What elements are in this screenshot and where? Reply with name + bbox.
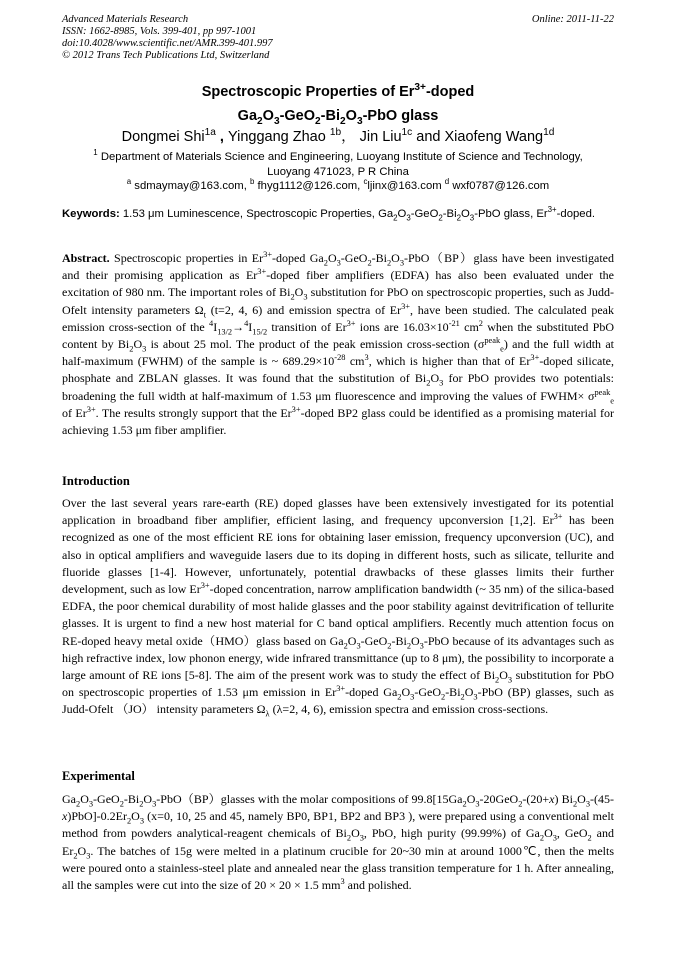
author-name: Yinggang Zhao bbox=[227, 129, 330, 145]
author-emails: $^a$ sdmaymay@163.com, $^b$ fhyg1112@126.com, $^c$ljinx@163.com $^d$ wxf0787@126.com bbox=[126, 177, 550, 192]
introduction-body: Over the last several years rare-earth (RE) doped glasses have been extensively investigated for its potential application in broadband fiber amplifier, efficient lasing, and frequency upconversion [1,2]. $Er^{3+}$ has been recognized as one of the most efficient RE ions for obtaining laser emission, frequency upconversion (UC), and also in optical amplifiers and waveguide lasers due to its doping in different hosts, such as silicate, tellurite and fluoride glasses [1-4]. However, unfortunately, potential drawbacks of these glasses limits their further development, such as low $Er^{3+}$-doped concentration, narrow amplification bandwidth (~ 35 nm) of the silica-based EDFA, the poor chemical durability of most halide glasses and the poor stability against devitrification of tellurite glasses. It is urgent to find a new host material for C band optical amplifiers. Recently much attention focus on RE-doped heavy metal oxide（HMO）glass based on $Ga_2O_3-GeO_2-Bi_2O_3$-PbO because of its advantages such as high refractive index, low phonon energy, wide infrared transmittance (up to 8 μm), the possibility to incorporate a large amount of RE ions [5-8]. The aim of the present work was to study the effect of $Bi_2O_3$ substitution for PbO on spectroscopic properties of 1.53 μm emission in $Er^{3+}$-doped $Ga_2O_3-GeO_2-Bi_2O_3$-PbO (BP) glasses, such as Judd-Ofelt （JO） intensity parameters $\Omega_\lambda$ (λ=2, 4, 6), emission spectra and emission cross-sections. bbox=[62, 496, 614, 719]
online-date: Online: 2011-11-22 bbox=[531, 14, 614, 25]
affiliation bbox=[62, 150, 614, 194]
issn-line: ISSN: 1662-8985, Vols. 399-401, pp 997-1001 bbox=[62, 26, 257, 37]
affiliation-line-1: $^1$ Department of Materials Science and Engineering, Luoyang Institute of Science and Technology, bbox=[93, 148, 583, 163]
abstract-label: Abstract. bbox=[62, 251, 110, 265]
author-name: Xiaofeng Wang bbox=[444, 129, 544, 145]
author-name: Jin Liu bbox=[359, 129, 402, 145]
keywords: Keywords: 1.53 μm Luminescence, Spectroscopic Properties, $Ga_2O_3-GeO_2-Bi_2O_3$-PbO glass, $Er^{3+}$-doped. bbox=[62, 205, 595, 223]
author-list: Dongmei Shi$^{1a}$ , Yinggang Zhao $^{1b}$， Jin Liu$^{1c}$ and Xiaofeng Wang$^{1d}$ bbox=[121, 127, 555, 145]
keywords-label: Keywords: bbox=[62, 208, 120, 220]
affiliation-line-2: Luoyang 471023, P R China bbox=[267, 165, 409, 178]
title-line-1: Spectroscopic Properties of $Er^{3+}$-doped bbox=[201, 82, 475, 100]
experimental-heading: Experimental bbox=[62, 769, 135, 783]
abstract: Abstract. Spectroscopic properties in $Er^{3+}$-doped $Ga_2O_3-GeO_2-Bi_2O_3-PbO(BP)glass$ have been investigated and their promising application as $Er^{3+}$-doped fiber amplifiers (EDFA) has also been evaluated under the excitation of 980 nm. The important roles of $Bi_2O_3$ substitution for PbO on spectroscopic properties, such as Judd-Ofelt intensity parameters $\Omega_t$ (t=2, 4, 6) and emission spectra of $Er^{3+}$, have been studied. The calculated peak emission cross-section of the $^4I_{13/2}\to^4I_{15/2}$ transition of $Er^{3+}$ ions are $16.03\times 10^{-21}$ $cm^2$ when the substituted PbO content by $Bi_2O_3$ is about 25 mol. The product of the peak emission cross-section $(\sigma^{peak}_e)$ and the full width at half-maximum (FWHM) of the sample is ~ $689.29\times 10^{-28}$ $cm^3$, which is higher than that of $Er^{3+}$-doped silicate, phosphate and ZBLAN glasses. It was found that the substitution of $Bi_2O_3$ for PbO provides two potentials: broadening the full width at half-maximum of 1.53 μm fluorescence and improving the values of FWHM× $\sigma^{peak}_e$ of $Er^{3+}$. The results strongly support that the $Er^{3+}$-doped BP2 glass could be identified as a promising material for achieving 1.53 μm fiber amplifier. bbox=[62, 250, 615, 438]
title-line-2: $Ga_2O_3-GeO_2-Bi_2O_3$-PbO glass bbox=[237, 108, 439, 127]
author-name: Dongmei Shi bbox=[121, 129, 205, 145]
doi-line: doi:10.4028/www.scientific.net/AMR.399-401.997 bbox=[62, 38, 273, 49]
introduction-heading: Introduction bbox=[62, 474, 130, 488]
copyright-line: © 2012 Trans Tech Publications Ltd, Switzerland bbox=[62, 50, 270, 61]
journal-header bbox=[62, 14, 614, 62]
experimental-body: $Ga_2O_3-GeO_2-Bi_2O_3-PbO(BP)glasses$ with the molar compositions of $99.8[15Ga_2O_3-20GeO_2-(20+x)$ $Bi_2O_3-(45-x)PbO]-0.2Er_2O_3$ (x=0, 10, 25 and 45, namely BP0, BP1, BP2 and BP3 ), were prepared using a conventional melt method from powders analytical-reagent chemicals of $Bi_2O_3$, PbO, high purity (99.99%) of $Ga_2O_3$, GeO$_2$ and $Er_2O_3$. The batches of 15g were melted in a platinum crucible for 20~30 min at around 1000℃, then the melts were poured onto a stainless-steel plate and annealed near the glass transition temperature for 1 h. After annealing, all the samples were cut into the size of 20 × 20 × 1.5 $mm^3$ and polished. bbox=[62, 792, 614, 893]
journal-name: Advanced Materials Research bbox=[62, 14, 189, 25]
paper-title bbox=[62, 80, 614, 128]
